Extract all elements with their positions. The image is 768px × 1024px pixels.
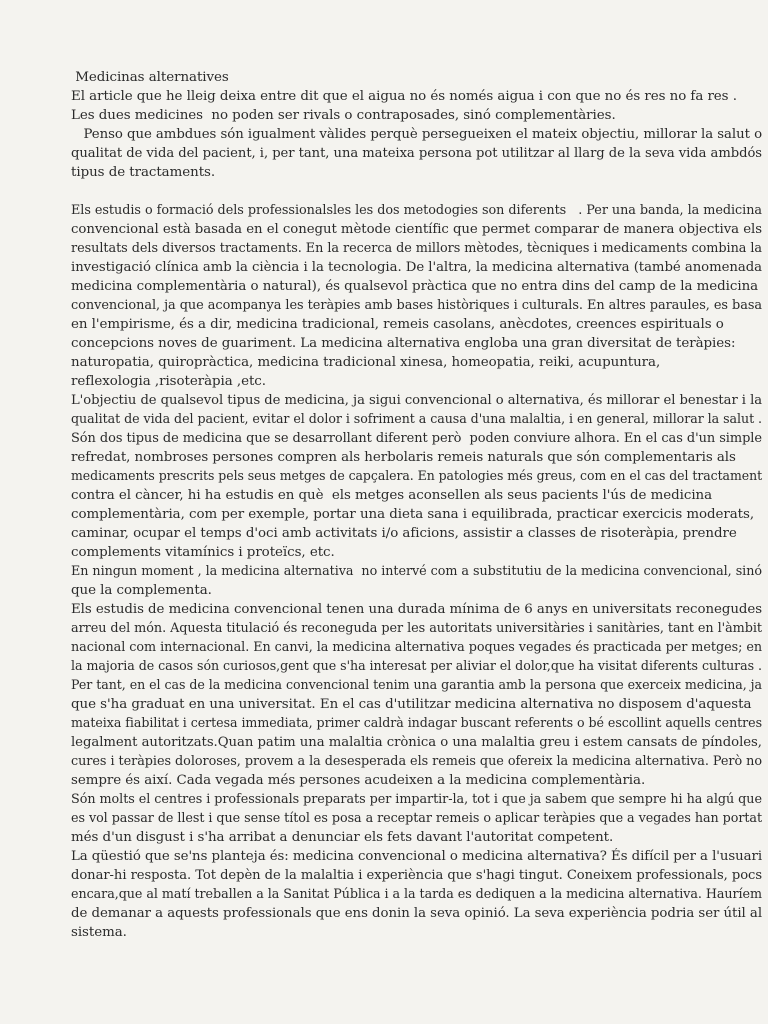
body-line: En ningun moment , la medicina alternativa no intervé com a substitutiu de la medicina convencional, sinó — [71, 564, 763, 579]
body-line: refredat, nombroses persones compren als herbolaris remeis naturals que són complementaris als — [71, 450, 736, 465]
body-line: cures i teràpies doloroses, provem a la desesperada els remeis que ofereix la medicina alternativa. Però no — [71, 754, 763, 769]
body-line: reflexologia ,risoteràpia ,etc. — [71, 374, 266, 389]
document-title: Medicinas alternatives — [71, 70, 229, 85]
body-line: més d'un disgust i s'ha arribat a denunciar els fets davant l'autoritat competent. — [71, 830, 614, 845]
body-line: caminar, ocupar el temps d'oci amb activitats i/o aficions, assistir a classes de risoteràpia, prendre — [71, 526, 737, 541]
body-line: donar-hi resposta. Tot depèn de la malaltia i experiència que s'hagi tingut. Coneixem professionals, pocs — [71, 868, 763, 883]
body-line: la majoria de casos són curiosos,gent que s'ha interesat per aliviar el dolor,que ha visitat diferents culturas . — [71, 659, 762, 674]
body-line: Els estudis de medicina convencional tenen una durada mínima de 6 anys en universitats reconegudes — [71, 602, 762, 617]
body-line: convencional està basada en el conegut mètode científic que permet comparar de manera objectiva els — [71, 222, 762, 237]
body-line: resultats dels diversos tractaments. En la recerca de millors mètodes, tècniques i medicaments combina la — [71, 241, 763, 256]
body-line: encara,que al matí treballen a la Sanitat Pública i a la tarda es dediquen a la medicina alternativa. Hauríem — [71, 887, 763, 902]
body-line: naturopatia, quiropràctica, medicina tradicional xinesa, homeopatia, reiki, acupuntura, — [71, 355, 661, 370]
body-line: mateixa fiabilitat i certesa immediata, primer caldrà indagar buscant referents o bé escollint aquells centres — [71, 716, 763, 731]
body-text — [71, 201, 763, 942]
body-line: concepcions noves de guariment. La medicina alternativa engloba una gran diversitat de teràpies: — [71, 336, 736, 351]
body-line: Són molts el centres i professionals preparats per impartir-la, tot i que ja sabem que sempre hi ha algú que — [71, 792, 762, 807]
body-line: nacional com internacional. En canvi, la medicina alternativa poques vegades és practicada per metges; en — [71, 640, 763, 655]
body-line: es vol passar de llest i que sense títol es posa a receptar remeis o aplicar teràpies que a vegades han portat — [71, 811, 763, 826]
body-line: L'objectiu de qualsevol tipus de medicina, ja sigui convencional o alternativa, és millorar el benestar i la — [71, 393, 763, 408]
paragraph-gap — [71, 182, 751, 201]
body-line: investigació clínica amb la ciència i la tecnologia. De l'altra, la medicina alternativa (també anomenada — [71, 260, 763, 275]
body-line: complements vitamínics i proteïcs, etc. — [71, 545, 335, 560]
body-line: de demanar a aquests professionals que ens donin la seva opinió. La seva experiència podria ser útil al — [71, 906, 763, 921]
body-line: sistema. — [71, 925, 127, 940]
body-line: convencional, ja que acompanya les teràpies amb bases històriques i culturals. En altres paraules, es basa — [71, 298, 763, 313]
body-line: contra el càncer, hi ha estudis en què els metges aconsellen als seus pacients l'ús de medicina — [71, 488, 713, 503]
body-line: sempre és així. Cada vegada més persones acudeixen a la medicina complementària. — [71, 773, 646, 788]
document-page — [71, 68, 763, 942]
body-line: en l'empirisme, és a dir, medicina tradicional, remeis casolans, anècdotes, creences espirituals o — [71, 317, 724, 332]
body-line: que la complementa. — [71, 583, 212, 598]
intro-line: El article que he lleig deixa entre dit que el aigua no és només aigua i con que no és res no fa res . — [71, 89, 737, 104]
intro-line: Les dues medicines no poden ser rivals o contraposades, sinó complementàries. — [71, 108, 616, 123]
intro-line: qualitat de vida del pacient, i, per tant, una mateixa persona pot utilitzar al llarg de la seva vida ambdós — [71, 146, 762, 161]
body-line: complementària, com per exemple, portar una dieta sana i equilibrada, practicar exercicis moderats, — [71, 507, 755, 522]
body-line: Són dos tipus de medicina que se desarrollant diferent però poden conviure alhora. En el cas d'un simple — [71, 431, 762, 446]
body-line: medicaments prescrits pels seus metges de capçalera. En patologies més greus, com en el cas del tractament — [71, 469, 763, 484]
body-line: Els estudis o formació dels professionalsles les dos metodogies son diferents . Per una banda, la medicina — [71, 203, 762, 218]
body-line: qualitat de vida del pacient, evitar el dolor i sofriment a causa d'una malaltia, i en general, millorar la salut . — [71, 412, 763, 427]
intro-line: tipus de tractaments. — [71, 165, 216, 180]
body-line: La qüestió que se'ns planteja és: medicina convencional o medicina alternativa? És difícil per a l'usuari — [71, 849, 763, 864]
intro-line: Penso que ambdues són igualment vàlides perquè persegueixen el mateix objectiu, millorar la salut o — [71, 127, 763, 142]
body-line: Per tant, en el cas de la medicina convencional tenim una garantia amb la persona que exerceix medicina, ja — [71, 678, 762, 693]
body-line: legalment autoritzats.Quan patim una malaltia crònica o una malaltia greu i estem cansats de píndoles, — [71, 735, 762, 750]
body-line: arreu del món. Aquesta titulació és reconeguda per les autoritats universitàries i sanitàries, tant en l'àmbit — [71, 621, 763, 636]
body-line: medicina complementària o natural), és qualsevol pràctica que no entra dins del camp de la medicina — [71, 279, 759, 294]
body-line: que s'ha graduat en una universitat. En el cas d'utilitzar medicina alternativa no disposem d'aquesta — [71, 697, 752, 712]
intro-paragraph — [71, 87, 763, 182]
